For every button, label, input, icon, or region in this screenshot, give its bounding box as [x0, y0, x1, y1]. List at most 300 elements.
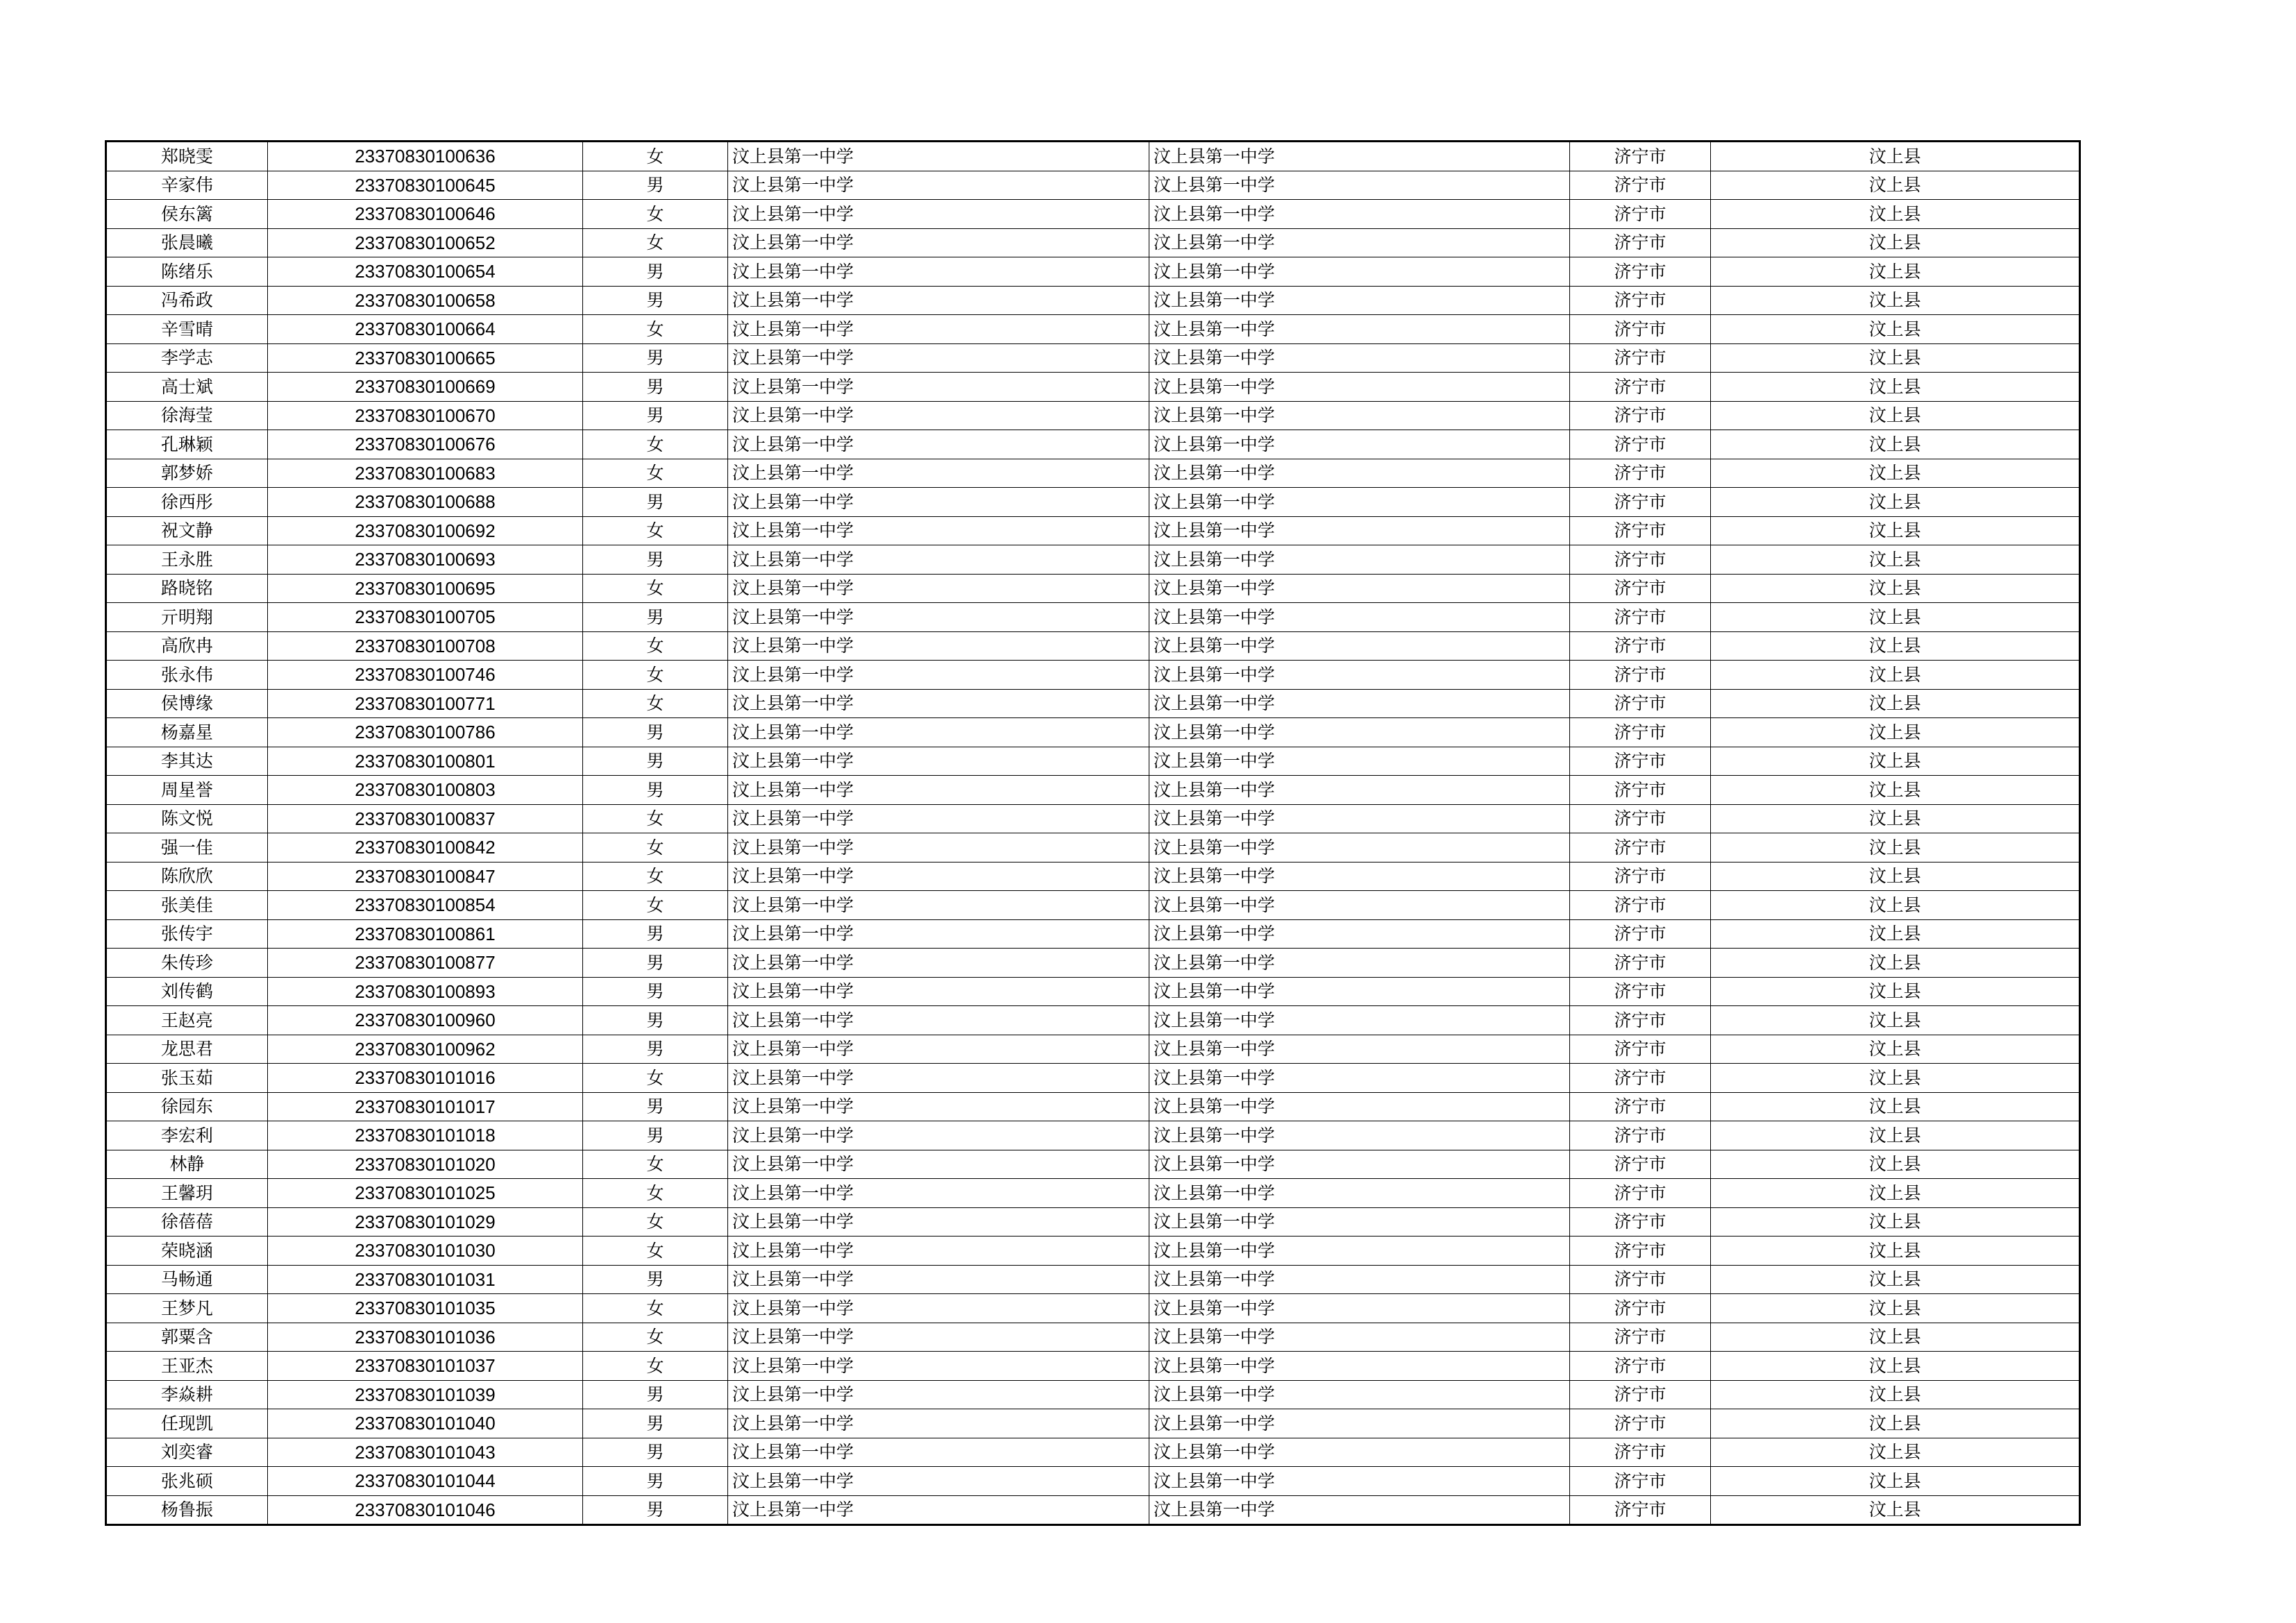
county-cell: 汶上县 [1711, 545, 2080, 575]
exam-id-cell: 23370830101035 [267, 1294, 582, 1323]
table-row [106, 200, 2080, 229]
table-row [106, 1495, 2080, 1525]
county-cell: 汶上县 [1711, 315, 2080, 344]
table-row [106, 488, 2080, 517]
county-cell: 汶上县 [1711, 286, 2080, 315]
table-row [106, 1467, 2080, 1496]
city-cell: 济宁市 [1569, 142, 1711, 171]
school-cell: 汶上县第一中学 [727, 1150, 1149, 1179]
table-row [106, 1265, 2080, 1294]
county-cell: 汶上县 [1711, 171, 2080, 200]
gender-cell: 男 [583, 1380, 728, 1409]
exam-id-cell: 23370830100658 [267, 286, 582, 315]
table-row [106, 1064, 2080, 1093]
county-cell: 汶上县 [1711, 574, 2080, 603]
gender-cell: 女 [583, 804, 728, 833]
city-cell: 济宁市 [1569, 459, 1711, 488]
name-cell: 刘奕睿 [106, 1438, 268, 1467]
school-cell: 汶上县第一中学 [727, 459, 1149, 488]
gender-cell: 女 [583, 631, 728, 661]
school-cell: 汶上县第一中学 [727, 977, 1149, 1006]
exam-site-cell: 汶上县第一中学 [1149, 200, 1569, 229]
city-cell: 济宁市 [1569, 430, 1711, 459]
exam-site-cell: 汶上县第一中学 [1149, 574, 1569, 603]
gender-cell: 男 [583, 718, 728, 747]
gender-cell: 男 [583, 1495, 728, 1525]
name-cell: 马畅通 [106, 1265, 268, 1294]
table-row [106, 776, 2080, 805]
name-cell: 张晨曦 [106, 228, 268, 257]
table-row [106, 1323, 2080, 1352]
city-cell: 济宁市 [1569, 1121, 1711, 1150]
county-cell: 汶上县 [1711, 1409, 2080, 1438]
gender-cell: 男 [583, 1092, 728, 1121]
exam-id-cell: 23370830100786 [267, 718, 582, 747]
city-cell: 济宁市 [1569, 574, 1711, 603]
gender-cell: 女 [583, 459, 728, 488]
exam-site-cell: 汶上县第一中学 [1149, 603, 1569, 632]
city-cell: 济宁市 [1569, 315, 1711, 344]
table-row [106, 1179, 2080, 1208]
city-cell: 济宁市 [1569, 545, 1711, 575]
county-cell: 汶上县 [1711, 1179, 2080, 1208]
county-cell: 汶上县 [1711, 804, 2080, 833]
table-row [106, 257, 2080, 287]
exam-site-cell: 汶上县第一中学 [1149, 747, 1569, 776]
exam-id-cell: 23370830100676 [267, 430, 582, 459]
exam-id-cell: 23370830100708 [267, 631, 582, 661]
table-row [106, 459, 2080, 488]
gender-cell: 男 [583, 373, 728, 402]
student-roster-table [105, 140, 2081, 1526]
city-cell: 济宁市 [1569, 977, 1711, 1006]
city-cell: 济宁市 [1569, 919, 1711, 949]
name-cell: 李学志 [106, 343, 268, 373]
exam-id-cell: 23370830100669 [267, 373, 582, 402]
table-row [106, 1237, 2080, 1266]
county-cell: 汶上县 [1711, 343, 2080, 373]
gender-cell: 女 [583, 1352, 728, 1381]
table-row [106, 286, 2080, 315]
name-cell: 高欣冉 [106, 631, 268, 661]
gender-cell: 女 [583, 862, 728, 891]
school-cell: 汶上县第一中学 [727, 949, 1149, 978]
table-row [106, 1006, 2080, 1035]
city-cell: 济宁市 [1569, 776, 1711, 805]
city-cell: 济宁市 [1569, 488, 1711, 517]
exam-id-cell: 23370830101040 [267, 1409, 582, 1438]
table-row [106, 661, 2080, 690]
name-cell: 辛雪晴 [106, 315, 268, 344]
school-cell: 汶上县第一中学 [727, 1179, 1149, 1208]
exam-site-cell: 汶上县第一中学 [1149, 142, 1569, 171]
city-cell: 济宁市 [1569, 1207, 1711, 1237]
county-cell: 汶上县 [1711, 401, 2080, 430]
exam-site-cell: 汶上县第一中学 [1149, 1092, 1569, 1121]
city-cell: 济宁市 [1569, 603, 1711, 632]
city-cell: 济宁市 [1569, 1035, 1711, 1064]
county-cell: 汶上县 [1711, 142, 2080, 171]
school-cell: 汶上县第一中学 [727, 1121, 1149, 1150]
roster-body [106, 142, 2080, 1525]
exam-site-cell: 汶上县第一中学 [1149, 1467, 1569, 1496]
exam-site-cell: 汶上县第一中学 [1149, 862, 1569, 891]
exam-id-cell: 23370830100705 [267, 603, 582, 632]
exam-id-cell: 23370830101020 [267, 1150, 582, 1179]
exam-id-cell: 23370830100877 [267, 949, 582, 978]
name-cell: 王梦凡 [106, 1294, 268, 1323]
exam-id-cell: 23370830101025 [267, 1179, 582, 1208]
city-cell: 济宁市 [1569, 343, 1711, 373]
city-cell: 济宁市 [1569, 804, 1711, 833]
gender-cell: 男 [583, 171, 728, 200]
exam-site-cell: 汶上县第一中学 [1149, 1006, 1569, 1035]
gender-cell: 男 [583, 1006, 728, 1035]
gender-cell: 男 [583, 257, 728, 287]
gender-cell: 女 [583, 574, 728, 603]
city-cell: 济宁市 [1569, 516, 1711, 545]
exam-id-cell: 23370830100652 [267, 228, 582, 257]
city-cell: 济宁市 [1569, 1237, 1711, 1266]
county-cell: 汶上县 [1711, 1323, 2080, 1352]
city-cell: 济宁市 [1569, 171, 1711, 200]
exam-id-cell: 23370830100803 [267, 776, 582, 805]
county-cell: 汶上县 [1711, 257, 2080, 287]
exam-site-cell: 汶上县第一中学 [1149, 286, 1569, 315]
school-cell: 汶上县第一中学 [727, 776, 1149, 805]
table-row [106, 574, 2080, 603]
school-cell: 汶上县第一中学 [727, 718, 1149, 747]
county-cell: 汶上县 [1711, 488, 2080, 517]
county-cell: 汶上县 [1711, 1150, 2080, 1179]
exam-id-cell: 23370830100645 [267, 171, 582, 200]
name-cell: 张玉茹 [106, 1064, 268, 1093]
school-cell: 汶上县第一中学 [727, 1380, 1149, 1409]
school-cell: 汶上县第一中学 [727, 488, 1149, 517]
name-cell: 张美佳 [106, 891, 268, 920]
table-row [106, 1121, 2080, 1150]
school-cell: 汶上县第一中学 [727, 286, 1149, 315]
exam-id-cell: 23370830100692 [267, 516, 582, 545]
exam-site-cell: 汶上县第一中学 [1149, 631, 1569, 661]
gender-cell: 女 [583, 689, 728, 718]
table-row [106, 1150, 2080, 1179]
school-cell: 汶上县第一中学 [727, 574, 1149, 603]
city-cell: 济宁市 [1569, 747, 1711, 776]
city-cell: 济宁市 [1569, 1265, 1711, 1294]
city-cell: 济宁市 [1569, 1438, 1711, 1467]
county-cell: 汶上县 [1711, 228, 2080, 257]
exam-site-cell: 汶上县第一中学 [1149, 1380, 1569, 1409]
exam-id-cell: 23370830100636 [267, 142, 582, 171]
county-cell: 汶上县 [1711, 1064, 2080, 1093]
exam-id-cell: 23370830100646 [267, 200, 582, 229]
county-cell: 汶上县 [1711, 862, 2080, 891]
gender-cell: 男 [583, 919, 728, 949]
gender-cell: 男 [583, 488, 728, 517]
exam-id-cell: 23370830100847 [267, 862, 582, 891]
city-cell: 济宁市 [1569, 401, 1711, 430]
exam-site-cell: 汶上县第一中学 [1149, 1121, 1569, 1150]
table-row [106, 373, 2080, 402]
exam-id-cell: 23370830101044 [267, 1467, 582, 1496]
name-cell: 王馨玥 [106, 1179, 268, 1208]
gender-cell: 男 [583, 1467, 728, 1496]
school-cell: 汶上县第一中学 [727, 343, 1149, 373]
school-cell: 汶上县第一中学 [727, 142, 1149, 171]
gender-cell: 女 [583, 430, 728, 459]
school-cell: 汶上县第一中学 [727, 862, 1149, 891]
county-cell: 汶上县 [1711, 516, 2080, 545]
city-cell: 济宁市 [1569, 257, 1711, 287]
table-row [106, 1035, 2080, 1064]
gender-cell: 女 [583, 228, 728, 257]
city-cell: 济宁市 [1569, 631, 1711, 661]
gender-cell: 女 [583, 1294, 728, 1323]
school-cell: 汶上县第一中学 [727, 257, 1149, 287]
table-row [106, 1352, 2080, 1381]
gender-cell: 男 [583, 776, 728, 805]
name-cell: 祝文静 [106, 516, 268, 545]
school-cell: 汶上县第一中学 [727, 891, 1149, 920]
name-cell: 徐蓓蓓 [106, 1207, 268, 1237]
exam-site-cell: 汶上县第一中学 [1149, 833, 1569, 863]
table-row [106, 1438, 2080, 1467]
table-row [106, 631, 2080, 661]
table-row [106, 516, 2080, 545]
exam-id-cell: 23370830100962 [267, 1035, 582, 1064]
gender-cell: 男 [583, 603, 728, 632]
gender-cell: 男 [583, 1438, 728, 1467]
city-cell: 济宁市 [1569, 1179, 1711, 1208]
table-row [106, 142, 2080, 171]
name-cell: 任现凯 [106, 1409, 268, 1438]
exam-id-cell: 23370830101039 [267, 1380, 582, 1409]
exam-id-cell: 23370830100693 [267, 545, 582, 575]
county-cell: 汶上县 [1711, 1467, 2080, 1496]
exam-site-cell: 汶上县第一中学 [1149, 1352, 1569, 1381]
school-cell: 汶上县第一中学 [727, 833, 1149, 863]
name-cell: 徐园东 [106, 1092, 268, 1121]
school-cell: 汶上县第一中学 [727, 689, 1149, 718]
exam-site-cell: 汶上县第一中学 [1149, 430, 1569, 459]
name-cell: 强一佳 [106, 833, 268, 863]
name-cell: 陈欣欣 [106, 862, 268, 891]
gender-cell: 女 [583, 1179, 728, 1208]
table-row [106, 603, 2080, 632]
table-row [106, 833, 2080, 863]
exam-site-cell: 汶上县第一中学 [1149, 228, 1569, 257]
name-cell: 孔琳颖 [106, 430, 268, 459]
exam-id-cell: 23370830101016 [267, 1064, 582, 1093]
name-cell: 陈文悦 [106, 804, 268, 833]
exam-id-cell: 23370830100837 [267, 804, 582, 833]
county-cell: 汶上县 [1711, 747, 2080, 776]
name-cell: 王赵亮 [106, 1006, 268, 1035]
city-cell: 济宁市 [1569, 286, 1711, 315]
gender-cell: 女 [583, 661, 728, 690]
exam-site-cell: 汶上县第一中学 [1149, 171, 1569, 200]
name-cell: 冯希政 [106, 286, 268, 315]
school-cell: 汶上县第一中学 [727, 373, 1149, 402]
county-cell: 汶上县 [1711, 661, 2080, 690]
county-cell: 汶上县 [1711, 373, 2080, 402]
school-cell: 汶上县第一中学 [727, 747, 1149, 776]
gender-cell: 女 [583, 200, 728, 229]
gender-cell: 男 [583, 1265, 728, 1294]
school-cell: 汶上县第一中学 [727, 804, 1149, 833]
county-cell: 汶上县 [1711, 1237, 2080, 1266]
exam-id-cell: 23370830100665 [267, 343, 582, 373]
exam-site-cell: 汶上县第一中学 [1149, 1035, 1569, 1064]
gender-cell: 女 [583, 891, 728, 920]
exam-site-cell: 汶上县第一中学 [1149, 373, 1569, 402]
name-cell: 李焱耕 [106, 1380, 268, 1409]
table-row [106, 919, 2080, 949]
city-cell: 济宁市 [1569, 1380, 1711, 1409]
county-cell: 汶上县 [1711, 1121, 2080, 1150]
gender-cell: 男 [583, 747, 728, 776]
exam-site-cell: 汶上县第一中学 [1149, 1409, 1569, 1438]
school-cell: 汶上县第一中学 [727, 631, 1149, 661]
name-cell: 亓明翔 [106, 603, 268, 632]
county-cell: 汶上县 [1711, 833, 2080, 863]
school-cell: 汶上县第一中学 [727, 171, 1149, 200]
city-cell: 济宁市 [1569, 228, 1711, 257]
exam-site-cell: 汶上县第一中学 [1149, 891, 1569, 920]
gender-cell: 男 [583, 949, 728, 978]
exam-id-cell: 23370830100670 [267, 401, 582, 430]
county-cell: 汶上县 [1711, 776, 2080, 805]
county-cell: 汶上县 [1711, 977, 2080, 1006]
table-row [106, 891, 2080, 920]
table-row [106, 747, 2080, 776]
exam-site-cell: 汶上县第一中学 [1149, 1438, 1569, 1467]
exam-id-cell: 23370830100960 [267, 1006, 582, 1035]
school-cell: 汶上县第一中学 [727, 1294, 1149, 1323]
county-cell: 汶上县 [1711, 891, 2080, 920]
school-cell: 汶上县第一中学 [727, 1092, 1149, 1121]
exam-site-cell: 汶上县第一中学 [1149, 315, 1569, 344]
school-cell: 汶上县第一中学 [727, 430, 1149, 459]
exam-site-cell: 汶上县第一中学 [1149, 1294, 1569, 1323]
exam-site-cell: 汶上县第一中学 [1149, 1237, 1569, 1266]
gender-cell: 男 [583, 977, 728, 1006]
county-cell: 汶上县 [1711, 718, 2080, 747]
name-cell: 杨嘉星 [106, 718, 268, 747]
school-cell: 汶上县第一中学 [727, 1467, 1149, 1496]
table-row [106, 1092, 2080, 1121]
name-cell: 侯东篱 [106, 200, 268, 229]
county-cell: 汶上县 [1711, 1438, 2080, 1467]
city-cell: 济宁市 [1569, 1064, 1711, 1093]
gender-cell: 女 [583, 516, 728, 545]
name-cell: 徐海莹 [106, 401, 268, 430]
city-cell: 济宁市 [1569, 1006, 1711, 1035]
exam-site-cell: 汶上县第一中学 [1149, 1179, 1569, 1208]
exam-id-cell: 23370830100683 [267, 459, 582, 488]
school-cell: 汶上县第一中学 [727, 1237, 1149, 1266]
exam-site-cell: 汶上县第一中学 [1149, 459, 1569, 488]
table-row [106, 171, 2080, 200]
exam-site-cell: 汶上县第一中学 [1149, 257, 1569, 287]
city-cell: 济宁市 [1569, 1352, 1711, 1381]
exam-site-cell: 汶上县第一中学 [1149, 401, 1569, 430]
exam-id-cell: 23370830101031 [267, 1265, 582, 1294]
exam-id-cell: 23370830100893 [267, 977, 582, 1006]
exam-site-cell: 汶上县第一中学 [1149, 545, 1569, 575]
name-cell: 林静 [106, 1150, 268, 1179]
gender-cell: 男 [583, 401, 728, 430]
county-cell: 汶上县 [1711, 689, 2080, 718]
table-row [106, 1380, 2080, 1409]
name-cell: 杨鲁振 [106, 1495, 268, 1525]
name-cell: 郭梦娇 [106, 459, 268, 488]
exam-site-cell: 汶上县第一中学 [1149, 1265, 1569, 1294]
gender-cell: 女 [583, 1237, 728, 1266]
gender-cell: 男 [583, 1409, 728, 1438]
city-cell: 济宁市 [1569, 891, 1711, 920]
table-row [106, 343, 2080, 373]
county-cell: 汶上县 [1711, 200, 2080, 229]
county-cell: 汶上县 [1711, 1294, 2080, 1323]
county-cell: 汶上县 [1711, 1495, 2080, 1525]
school-cell: 汶上县第一中学 [727, 200, 1149, 229]
name-cell: 王亚杰 [106, 1352, 268, 1381]
city-cell: 济宁市 [1569, 949, 1711, 978]
name-cell: 张传宇 [106, 919, 268, 949]
county-cell: 汶上县 [1711, 631, 2080, 661]
exam-site-cell: 汶上县第一中学 [1149, 718, 1569, 747]
name-cell: 龙思君 [106, 1035, 268, 1064]
exam-id-cell: 23370830101018 [267, 1121, 582, 1150]
name-cell: 荣晓涵 [106, 1237, 268, 1266]
table-row [106, 804, 2080, 833]
table-row [106, 689, 2080, 718]
county-cell: 汶上县 [1711, 1092, 2080, 1121]
gender-cell: 女 [583, 1064, 728, 1093]
table-row [106, 718, 2080, 747]
school-cell: 汶上县第一中学 [727, 919, 1149, 949]
name-cell: 李其达 [106, 747, 268, 776]
school-cell: 汶上县第一中学 [727, 1323, 1149, 1352]
exam-site-cell: 汶上县第一中学 [1149, 977, 1569, 1006]
exam-id-cell: 23370830101037 [267, 1352, 582, 1381]
exam-id-cell: 23370830100654 [267, 257, 582, 287]
table-row [106, 977, 2080, 1006]
name-cell: 侯博缘 [106, 689, 268, 718]
table-row [106, 228, 2080, 257]
name-cell: 周星誉 [106, 776, 268, 805]
exam-site-cell: 汶上县第一中学 [1149, 776, 1569, 805]
school-cell: 汶上县第一中学 [727, 1438, 1149, 1467]
table-row [106, 1207, 2080, 1237]
school-cell: 汶上县第一中学 [727, 516, 1149, 545]
school-cell: 汶上县第一中学 [727, 1495, 1149, 1525]
exam-site-cell: 汶上县第一中学 [1149, 488, 1569, 517]
school-cell: 汶上县第一中学 [727, 1064, 1149, 1093]
table-row [106, 862, 2080, 891]
school-cell: 汶上县第一中学 [727, 1207, 1149, 1237]
gender-cell: 男 [583, 545, 728, 575]
school-cell: 汶上县第一中学 [727, 315, 1149, 344]
exam-id-cell: 23370830100771 [267, 689, 582, 718]
gender-cell: 女 [583, 142, 728, 171]
county-cell: 汶上县 [1711, 949, 2080, 978]
county-cell: 汶上县 [1711, 1265, 2080, 1294]
exam-id-cell: 23370830100695 [267, 574, 582, 603]
county-cell: 汶上县 [1711, 430, 2080, 459]
